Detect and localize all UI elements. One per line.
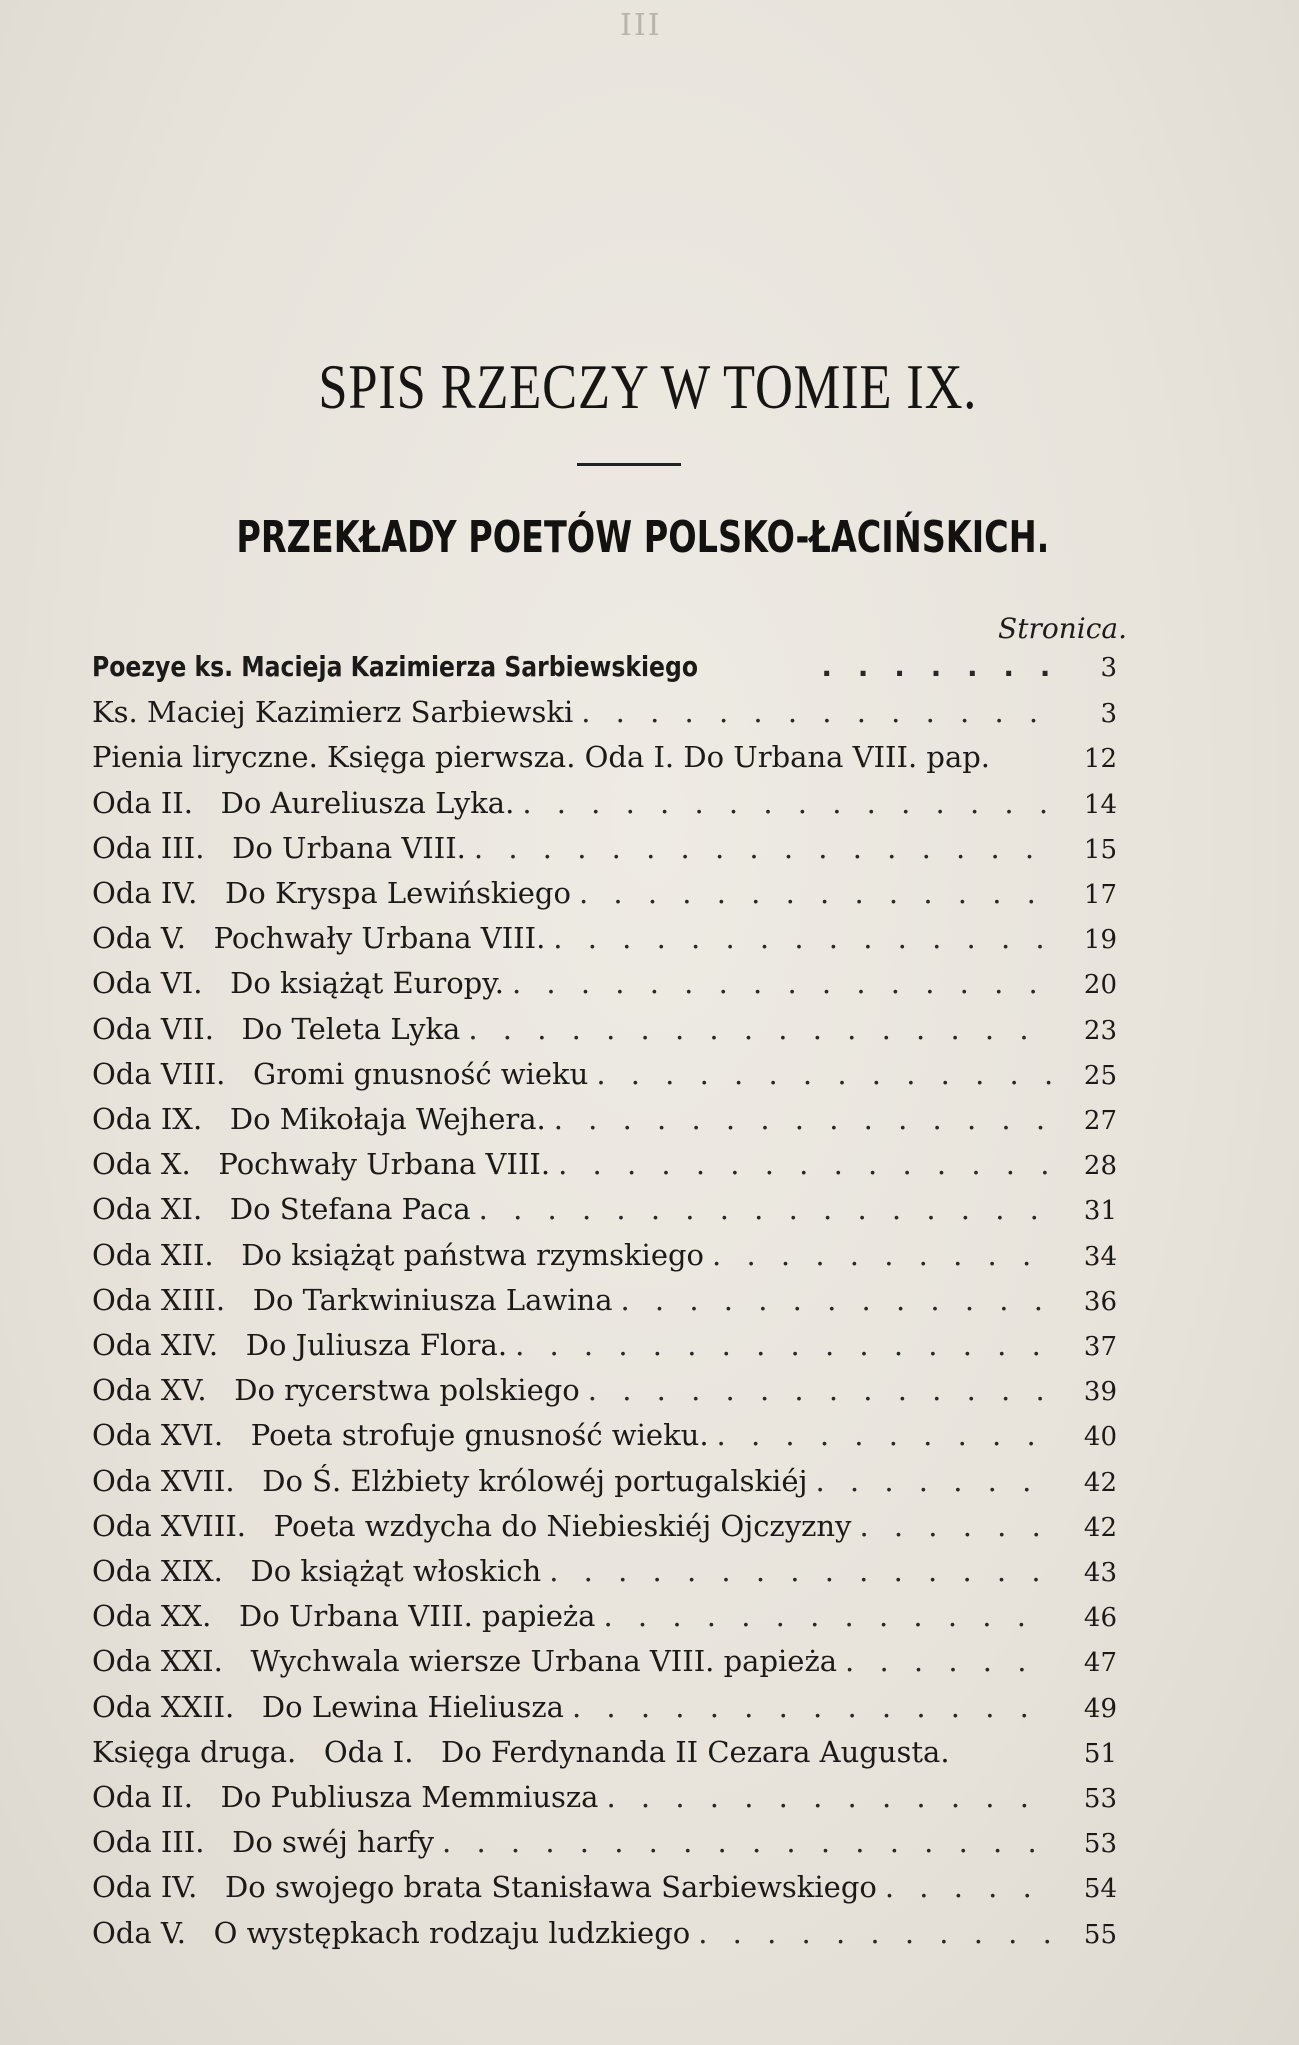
page-column-header: Stronica.	[998, 612, 1127, 645]
toc-entry	[92, 1328, 1117, 1372]
toc-entry-page: 46	[1083, 1603, 1117, 1634]
dot-leader	[572, 1690, 1051, 1724]
dot-leader	[549, 1554, 1051, 1588]
toc-entry-page: 3	[1100, 653, 1117, 683]
toc-entry-page: 53	[1083, 1829, 1117, 1860]
toc-entry	[92, 1192, 1117, 1236]
toc-entry	[92, 1464, 1117, 1508]
toc-entry	[92, 1735, 1117, 1779]
dot-leader	[845, 1644, 1051, 1678]
toc-entry-title: Oda III. Do swéj harfy	[92, 1825, 435, 1860]
dot-leader	[553, 921, 1051, 955]
toc-entry-page: 54	[1083, 1874, 1117, 1905]
dot-leader	[603, 1599, 1051, 1633]
toc-entry-page: 34	[1083, 1241, 1117, 1272]
dot-leader	[815, 1464, 1051, 1498]
toc-entry-page: 42	[1083, 1512, 1117, 1543]
dot-leader	[474, 831, 1051, 865]
toc-entry-title: Oda XVIII. Poeta wzdycha do Niebieskiéj Ojczyzny	[92, 1508, 852, 1543]
dot-leader	[512, 966, 1051, 1000]
section-heading: PRZEKŁADY POETÓW POLSKO-ŁACIŃSKICH.	[236, 512, 1050, 563]
toc-entry	[92, 1238, 1117, 1282]
title-divider	[577, 463, 681, 466]
toc-entry-page: 12	[1083, 744, 1117, 775]
toc-entry	[92, 1418, 1117, 1462]
toc-entry	[92, 786, 1117, 830]
toc-entry-page: 43	[1083, 1558, 1117, 1588]
dot-leader	[579, 876, 1051, 910]
dot-leader	[821, 650, 1051, 683]
dot-leader	[581, 695, 1051, 729]
dot-leader	[479, 1192, 1051, 1226]
dot-leader	[596, 1057, 1051, 1091]
toc-entry	[92, 1644, 1117, 1688]
toc-entry	[92, 1102, 1117, 1146]
toc-entry-title: Oda XXI. Wychwala wiersze Urbana VIII. papieża	[92, 1644, 838, 1679]
toc-entry-page: 19	[1083, 925, 1117, 956]
toc-entry-page: 40	[1083, 1422, 1117, 1453]
toc-entry-title: Oda II. Do Publiusza Memmiusza	[92, 1780, 599, 1814]
toc-entry	[92, 1690, 1117, 1734]
page-header-number: III	[620, 8, 662, 43]
toc-entry-title: Oda V. Pochwały Urbana VIII.	[92, 921, 546, 956]
dot-leader	[859, 1509, 1051, 1543]
toc-entry	[92, 876, 1117, 920]
dot-leader	[515, 1328, 1051, 1362]
toc-entry	[92, 1147, 1117, 1191]
dot-leader	[712, 1238, 1051, 1272]
toc-entry-title: Oda VI. Do książąt Europy.	[92, 966, 504, 1001]
toc-entry	[92, 1012, 1117, 1056]
dot-leader	[621, 1283, 1052, 1317]
dot-leader	[468, 1012, 1051, 1046]
toc-entry-title: Oda XIX. Do książąt włoskich	[92, 1554, 542, 1588]
toc-entry-page: 37	[1083, 1332, 1117, 1362]
dot-leader	[698, 1916, 1051, 1950]
toc-entry-title: Oda III. Do Urbana VIII.	[92, 830, 466, 865]
toc-entry-page: 25	[1083, 1060, 1117, 1091]
dot-leader	[606, 1780, 1051, 1814]
toc-entry	[92, 1373, 1117, 1417]
toc-entry	[92, 1509, 1117, 1553]
toc-entry-title: Oda XII. Do książąt państwa rzymskiego	[92, 1237, 705, 1272]
toc-entry-page: 47	[1083, 1648, 1117, 1679]
toc-entry	[92, 1780, 1117, 1824]
dot-leader	[588, 1373, 1051, 1407]
toc-entry-title: Oda XIII. Do Tarkwiniusza Lawina	[92, 1282, 613, 1317]
toc-entry-title: Księga druga. Oda I. Do Ferdynanda II Cezara Augusta.	[92, 1734, 950, 1769]
toc-entry-title: Oda XV. Do rycerstwa polskiego	[92, 1373, 580, 1408]
toc-entry	[92, 1825, 1117, 1869]
dot-leader	[717, 1418, 1051, 1452]
toc-entry-page: 14	[1083, 789, 1117, 820]
toc-entry-page: 51	[1083, 1738, 1117, 1769]
toc-entry-page: 17	[1083, 880, 1117, 910]
toc-entry-title: Pienia liryczne. Księga pierwsza. Oda I. Do Urbana VIII. pap.	[92, 740, 991, 775]
toc-entry	[92, 831, 1117, 875]
toc-entry-title: Oda X. Pochwały Urbana VIII.	[92, 1147, 551, 1182]
dot-leader	[442, 1825, 1051, 1859]
dot-leader	[885, 1870, 1051, 1904]
toc-entry-title: Oda XI. Do Stefana Paca	[92, 1192, 471, 1227]
toc-entry-page: 23	[1083, 1015, 1117, 1046]
toc-entry-page: 27	[1083, 1106, 1117, 1136]
toc-entry	[92, 1870, 1117, 1914]
dot-leader	[522, 786, 1051, 820]
toc-entry-page: 39	[1083, 1377, 1117, 1408]
toc-entry	[92, 1599, 1117, 1643]
toc-entry-title: Oda XXII. Do Lewina Hieliusza	[92, 1689, 564, 1724]
toc-entry-page: 3	[1100, 699, 1117, 730]
toc-entry-page: 49	[1083, 1693, 1117, 1724]
toc-entry-page: 20	[1083, 970, 1117, 1001]
toc-entry-title: Poezye ks. Macieja Kazimierza Sarbiewskiego	[92, 650, 698, 683]
dot-leader	[558, 1147, 1051, 1181]
dot-leader	[554, 1102, 1051, 1136]
toc-entry-title: Oda XX. Do Urbana VIII. papieża	[92, 1599, 596, 1634]
toc-entry	[92, 921, 1117, 965]
toc-entry-title: Oda II. Do Aureliusza Lyka.	[92, 785, 515, 820]
toc-entry-page: 36	[1083, 1286, 1117, 1317]
page-title: SPIS RZECZY W TOMIE IX.	[318, 351, 978, 422]
toc-entry	[92, 1057, 1117, 1101]
toc-entry-page: 31	[1083, 1196, 1117, 1227]
toc-entry-title: Ks. Maciej Kazimierz Sarbiewski	[92, 695, 574, 730]
toc-entry-page: 15	[1083, 834, 1117, 865]
toc-entry	[92, 1554, 1117, 1598]
toc-entry-title: Oda XVI. Poeta strofuje gnusność wieku.	[92, 1418, 709, 1453]
toc-entry	[92, 650, 1117, 694]
toc-entry	[92, 1916, 1117, 1960]
toc-entry-page: 53	[1083, 1784, 1117, 1814]
toc-entry-page: 42	[1083, 1467, 1117, 1498]
toc-entry	[92, 695, 1117, 739]
toc-entry	[92, 966, 1117, 1010]
toc-entry-title: Oda XIV. Do Juliusza Flora.	[92, 1328, 508, 1362]
toc-entry-title: Oda IV. Do swojego brata Stanisława Sarbiewskiego	[92, 1870, 877, 1905]
toc-entry	[92, 740, 1117, 784]
toc-entry-title: Oda V. O występkach rodzaju ludzkiego	[92, 1915, 691, 1950]
toc-entry-title: Oda VIII. Gromi gnusność wieku	[92, 1056, 589, 1091]
toc-entry	[92, 1283, 1117, 1327]
toc-entry-title: Oda VII. Do Teleta Lyka	[92, 1011, 461, 1046]
toc-entry-title: Oda XVII. Do Ś. Elżbiety królowéj portugalskiéj	[92, 1463, 808, 1498]
toc-entry-page: 28	[1083, 1151, 1117, 1182]
toc-entry-page: 55	[1083, 1919, 1117, 1950]
toc-entry-title: Oda IV. Do Kryspa Lewińskiego	[92, 876, 571, 910]
toc-entry-title: Oda IX. Do Mikołaja Wejhera.	[92, 1102, 546, 1136]
